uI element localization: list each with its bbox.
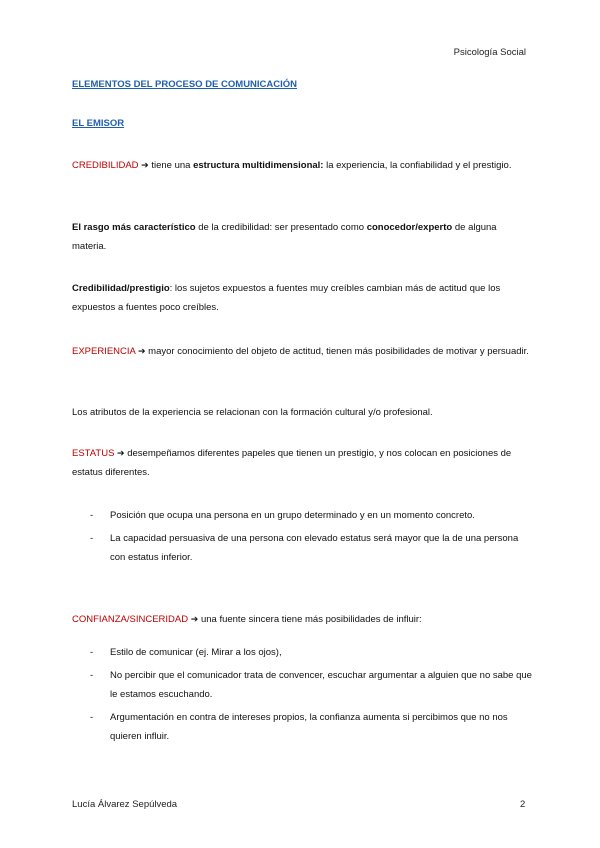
- arrow-icon: ➔: [117, 448, 125, 458]
- text: una fuente sincera tiene más posibilidades de influir:: [198, 614, 422, 625]
- dash-bullet: -: [90, 647, 94, 658]
- list-item: [72, 643, 532, 662]
- arrow-icon: ➔: [190, 614, 199, 624]
- bold-text: El rasgo más característico: [72, 222, 196, 233]
- estatus-list: [72, 506, 532, 571]
- dash-bullet: -: [90, 533, 94, 544]
- paragraph-atributos: [72, 403, 532, 422]
- list-item-text: Posición que ocupa una persona en un grupo determinado y en un momento concreto.: [110, 510, 475, 521]
- dash-bullet: -: [90, 712, 94, 723]
- keyword-experiencia: EXPERIENCIA: [72, 346, 136, 357]
- list-item: [72, 506, 532, 525]
- arrow-icon: ➔: [141, 160, 149, 170]
- paragraph-estatus: [72, 444, 532, 482]
- list-item: [72, 529, 532, 567]
- footer-author: Lucía Álvarez Sepúlveda: [72, 799, 178, 810]
- list-item-text: La capacidad persuasiva de una persona con elevado estatus será mayor que la de una persona con estatus inferior.: [110, 533, 519, 563]
- text: la experiencia, la confiabilidad y el prestigio.: [323, 160, 512, 171]
- text: Los atributos de la experiencia se relacionan con la formación cultural y/o profesional.: [72, 407, 433, 418]
- paragraph-prestigio: [72, 279, 532, 317]
- paragraph-confianza: [72, 610, 532, 629]
- text: mayor conocimiento del objeto de actitud, tienen más posibilidades de motivar y persuadir.: [145, 346, 529, 357]
- list-item: [72, 708, 532, 746]
- bold-text: estructura multidimensional:: [193, 160, 324, 171]
- arrow-icon: ➔: [138, 346, 146, 356]
- text: de alguna materia.: [72, 222, 497, 252]
- keyword-estatus: ESTATUS: [72, 448, 115, 459]
- section-title: EL EMISOR: [72, 118, 125, 129]
- bold-text: conocedor/experto: [366, 222, 453, 233]
- paragraph-experiencia: [72, 342, 532, 361]
- bold-text: Credibilidad/prestigio: [72, 283, 170, 294]
- text: desempeñamos diferentes papeles que tienen un prestigio, y nos colocan en posiciones de estatus diferentes.: [72, 448, 512, 478]
- keyword-credibilidad: CREDIBILIDAD: [72, 160, 139, 171]
- confianza-list: [72, 643, 532, 750]
- list-item-text: Estilo de comunicar (ej. Mirar a los ojos),: [110, 647, 282, 658]
- footer-page-number: 2: [520, 799, 526, 810]
- text: de la credibilidad: ser presentado como: [195, 222, 367, 233]
- running-header: Psicología Social: [453, 47, 526, 58]
- paragraph-credibilidad: [72, 156, 532, 175]
- list-item: [72, 666, 532, 704]
- dash-bullet: -: [90, 510, 94, 521]
- list-item-text: Argumentación en contra de intereses propios, la confianza aumenta si percibimos que no nos quieren influir.: [110, 712, 508, 742]
- text: tiene una: [148, 160, 194, 171]
- paragraph-rasgo: [72, 218, 532, 256]
- keyword-confianza: CONFIANZA/SINCERIDAD: [72, 614, 189, 625]
- dash-bullet: -: [90, 670, 94, 681]
- document-title: ELEMENTOS DEL PROCESO DE COMUNICACIÓN: [72, 79, 298, 90]
- list-item-text: No percibir que el comunicador trata de convencer, escuchar argumentar a alguien que no sabe que le estamos escuchando.: [110, 670, 532, 700]
- text: : los sujetos expuestos a fuentes muy creíbles cambian más de actitud que los expuestos a fuentes poco creíbles.: [72, 283, 501, 313]
